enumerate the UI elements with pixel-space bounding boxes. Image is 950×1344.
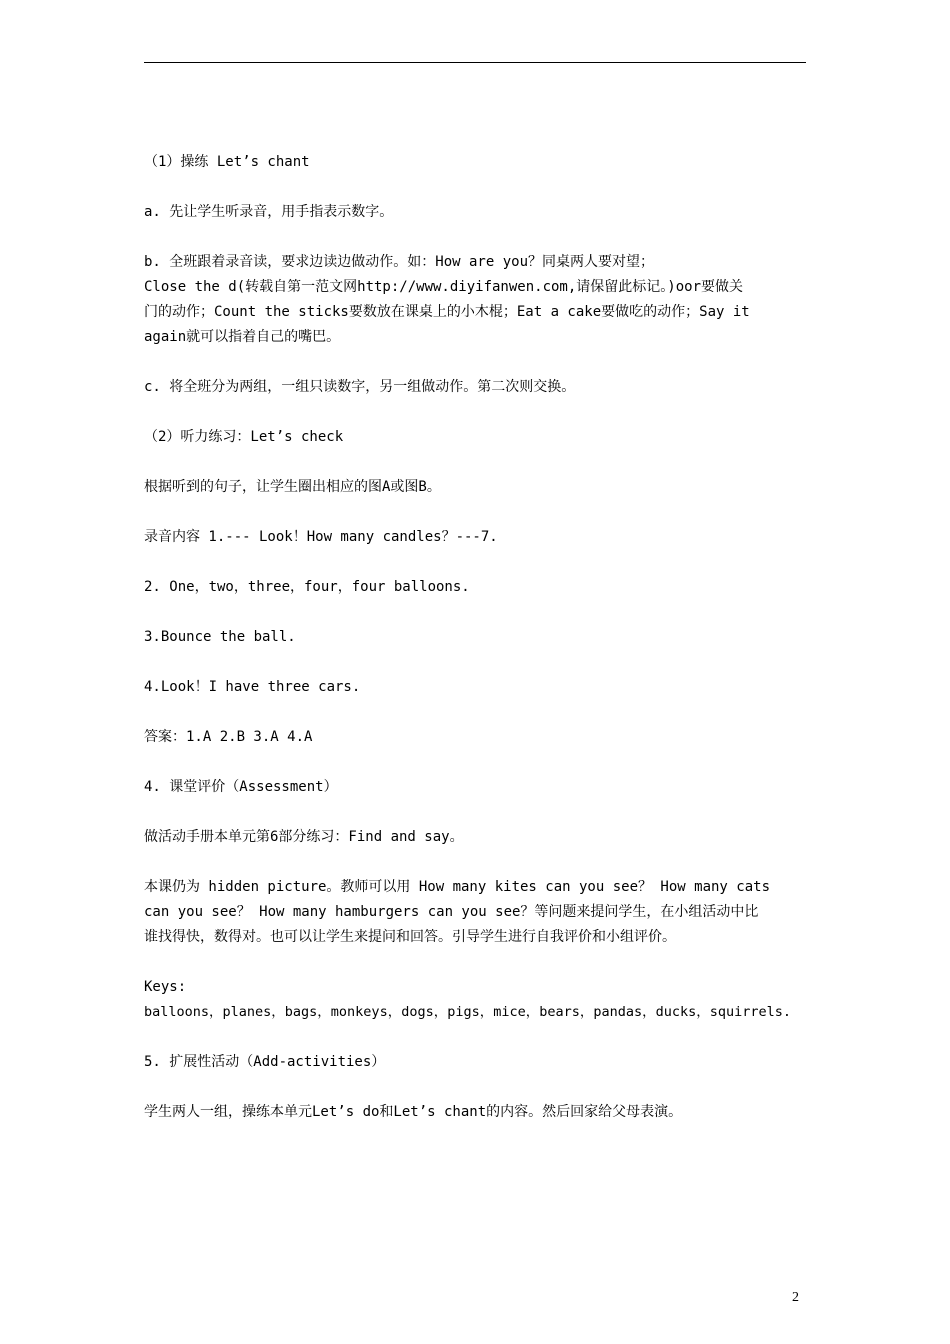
paragraph-answers: [144, 725, 806, 750]
text-line: （2）听力练习：Let’s check: [144, 429, 344, 445]
text-line: 做活动手册本单元第6部分练习：Find and say。: [144, 829, 464, 845]
paragraph-chant-practice: [144, 150, 806, 175]
paragraph-recording-3: [144, 625, 806, 650]
text-line: 4.Look！I have three cars.: [144, 679, 361, 695]
paragraph-add-activities-heading: [144, 1050, 806, 1075]
text-line: 2. One，two，three，four，four balloons.: [144, 579, 470, 595]
paragraph-assessment-heading: [144, 775, 806, 800]
text-line: 5. 扩展性活动（Add-activities）: [144, 1054, 386, 1070]
text-line: balloons，planes，bags，monkeys，dogs，pigs，mice，bears，pandas，ducks，squirrels.: [144, 1004, 792, 1020]
text-line: a. 先让学生听录音，用手指表示数字。: [144, 204, 394, 220]
paragraph-recording-2: [144, 575, 806, 600]
text-line: b. 全班跟着录音读，要求边读边做动作。如：How are you？同桌两人要对望；: [144, 254, 655, 270]
text-line: c. 将全班分为两组，一组只读数字，另一组做动作。第二次则交换。: [144, 379, 576, 395]
paragraph-add-activities: [144, 1100, 806, 1125]
paragraph-hidden-picture: [144, 875, 806, 950]
paragraph-recording-4: [144, 675, 806, 700]
paragraph-listening: [144, 425, 806, 450]
paragraph-step-c: [144, 375, 806, 400]
text-line: 门的动作；Count the sticks要数放在课桌上的小木棍；Eat a cake要做吃的动作；Say it: [144, 304, 750, 320]
paragraph-activity-book: [144, 825, 806, 850]
text-line: Close the d(转载自第一范文网http://www.diyifanwen.com,请保留此标记。)oor要做关: [144, 279, 744, 295]
text-line: 学生两人一组，操练本单元Let’s do和Let’s chant的内容。然后回家给父母表演。: [144, 1104, 683, 1120]
text-line: 4. 课堂评价（Assessment）: [144, 779, 338, 795]
paragraph-recording-1: [144, 525, 806, 550]
text-line: 谁找得快，数得对。也可以让学生来提问和回答。引导学生进行自我评价和小组评价。: [144, 929, 676, 945]
text-line: 3.Bounce the ball.: [144, 629, 296, 645]
paragraph-step-a: [144, 200, 806, 225]
text-line: 本课仍为 hidden picture。教师可以用 How many kites can you see？ How many cats: [144, 879, 771, 895]
page-number: 2: [792, 1290, 799, 1305]
text-line: （1）操练 Let’s chant: [144, 154, 310, 170]
text-line: Keys:: [144, 979, 187, 995]
text-line: 根据听到的句子，让学生圈出相应的图A或图B。: [144, 479, 441, 495]
text-line: 录音内容 1.--- Look！How many candles？---7.: [144, 529, 498, 545]
paragraph-listening-instructions: [144, 475, 806, 500]
paragraph-keys: [144, 975, 806, 1025]
text-line: again就可以指着自己的嘴巴。: [144, 329, 341, 345]
paragraph-step-b: [144, 250, 806, 350]
header-rule: [144, 62, 806, 63]
text-line: can you see？ How many hamburgers can you see？等问题来提问学生，在小组活动中比: [144, 904, 759, 920]
text-line: 答案：1.A 2.B 3.A 4.A: [144, 729, 313, 745]
document-body: [144, 150, 806, 1125]
